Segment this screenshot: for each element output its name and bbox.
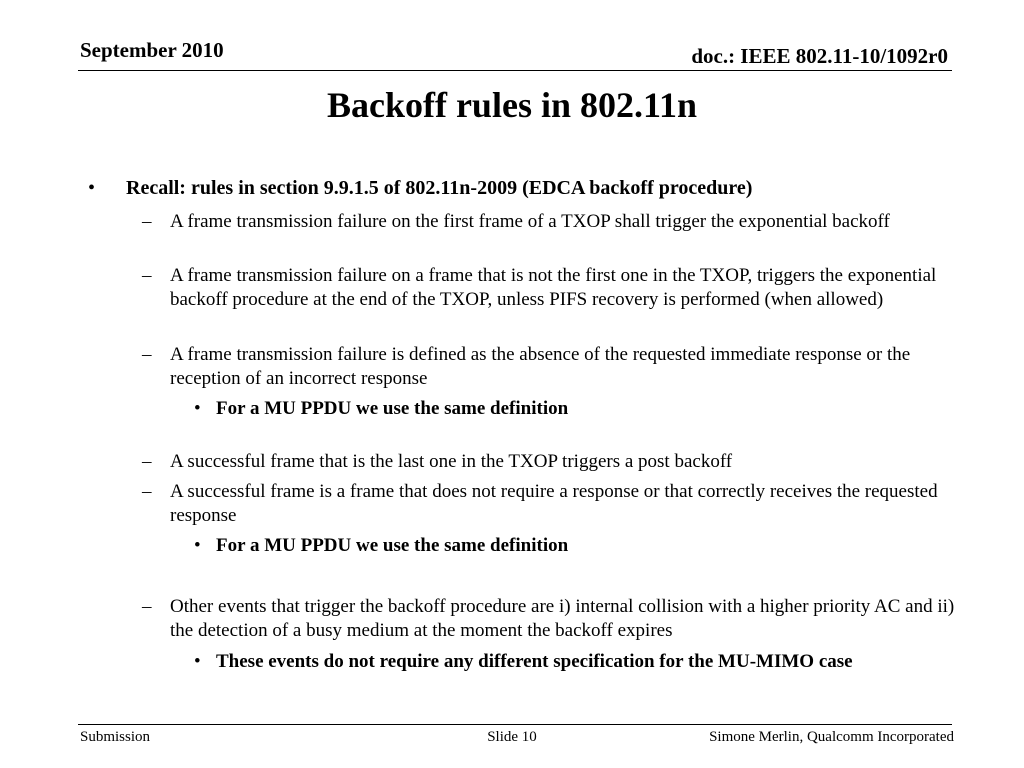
sub-bullet-post-backoff <box>142 450 960 474</box>
slide-title: Backoff rules in 802.11n <box>326 85 698 125</box>
bullet-text: A frame transmission failure on the first frame of a TXOP shall trigger the exponential backoff <box>170 211 890 232</box>
sub-bullet-first-frame-failure <box>142 210 960 234</box>
bullet-marker: • <box>88 177 96 199</box>
sub-bullet-non-first-frame-failure <box>142 264 960 312</box>
bullet-recall <box>88 176 966 200</box>
dash-marker: – <box>142 211 152 232</box>
bullet-text: For a MU PPDU we use the same definition <box>216 398 569 419</box>
footer-submission: Submission <box>80 729 151 745</box>
bullet-marker: • <box>194 398 201 419</box>
dash-marker: – <box>142 265 152 286</box>
bullet-text: A successful frame is a frame that does not require a response or that correctly receives the requested response <box>170 481 938 526</box>
sub-bullet-failure-definition <box>142 343 960 391</box>
bullet-marker: • <box>194 535 201 556</box>
dash-marker: – <box>142 596 152 617</box>
bullet-marker: • <box>194 651 201 672</box>
bullet-text: Recall: rules in section 9.9.1.5 of 802.11n-2009 (EDCA backoff procedure) <box>126 177 753 199</box>
bullet-text: For a MU PPDU we use the same definition <box>216 535 569 556</box>
footer-slide-number: Slide 10 <box>487 729 537 745</box>
sub-sub-bullet-mu-ppdu-success <box>194 534 956 558</box>
dash-marker: – <box>142 481 152 502</box>
dash-marker: – <box>142 451 152 472</box>
dash-marker: – <box>142 344 152 365</box>
sub-bullet-other-events <box>142 595 960 643</box>
bullet-text: A successful frame that is the last one in the TXOP triggers a post backoff <box>170 451 733 472</box>
bullet-text: Other events that trigger the backoff procedure are i) internal collision with a higher priority AC and ii) the detection of a busy medium at the moment the backoff expires <box>170 596 955 641</box>
sub-sub-bullet-mu-ppdu-failure <box>194 397 956 421</box>
bullet-text: A frame transmission failure is defined as the absence of the requested immediate response or the reception of an incorrect response <box>170 344 911 389</box>
sub-sub-bullet-mu-mimo <box>194 650 956 674</box>
header-date: September 2010 <box>80 38 224 62</box>
footer-author: Simone Merlin, Qualcomm Incorporated <box>709 729 954 745</box>
header-doc-id: doc.: IEEE 802.11-10/1092r0 <box>691 44 948 68</box>
bullet-text: These events do not require any different specification for the MU-MIMO case <box>216 651 853 672</box>
bullet-text: A frame transmission failure on a frame that is not the first one in the TXOP, triggers the exponential backoff procedure at the end of the TXOP, unless PIFS recovery is performed (when allowed) <box>170 265 937 310</box>
sub-bullet-success-definition <box>142 480 960 528</box>
footer-divider <box>78 724 952 725</box>
